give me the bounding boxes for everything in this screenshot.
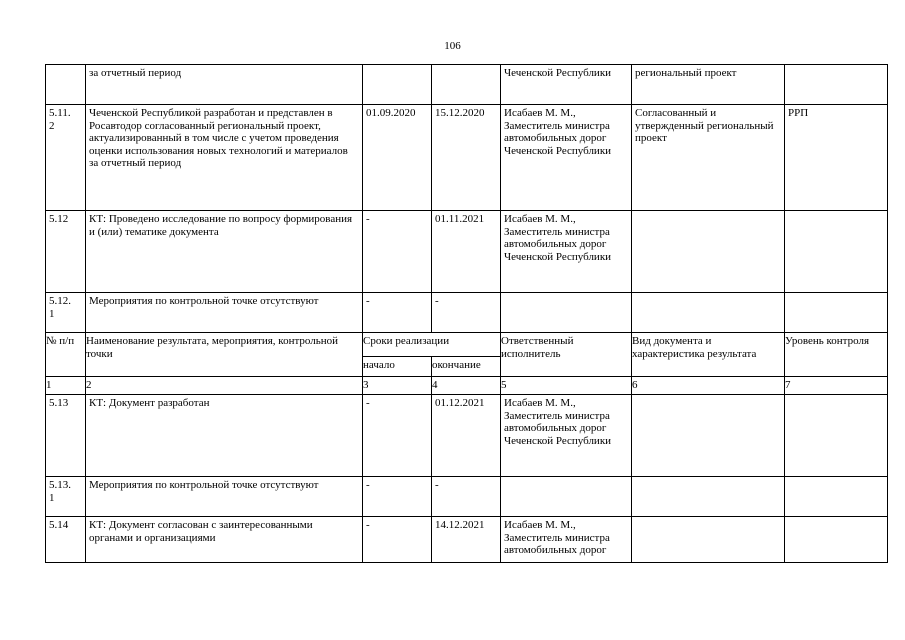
page-number: 106: [444, 40, 461, 52]
table-row: [46, 395, 888, 477]
column-number: 5: [501, 377, 632, 395]
control-points-table: [45, 64, 888, 563]
row-end: -: [432, 477, 501, 517]
row-start: -: [363, 517, 432, 563]
header-name: Наименование результата, мероприятия, контрольной точки: [86, 333, 363, 377]
row-start: -: [363, 293, 432, 333]
row-document: [632, 293, 785, 333]
column-number: 1: [46, 377, 86, 395]
row-name: КТ: Проведено исследование по вопросу формирования и (или) тематике документа: [86, 211, 363, 293]
row-num: 5.13. 1: [46, 477, 86, 517]
row-start: -: [363, 477, 432, 517]
row-document: [632, 517, 785, 563]
row-level: [785, 293, 888, 333]
row-start: -: [363, 211, 432, 293]
header-terms: Сроки реализации: [363, 333, 501, 357]
row-end: 15.12.2020: [432, 105, 501, 211]
column-number: 2: [86, 377, 363, 395]
row-responsible: Исабаев М. М., Заместитель министра автомобильных дорог: [501, 517, 632, 563]
row-num: 5.12. 1: [46, 293, 86, 333]
row-end: 01.11.2021: [432, 211, 501, 293]
row-responsible: Чеченской Республики: [501, 65, 632, 105]
row-num: 5.13: [46, 395, 86, 477]
row-start: 01.09.2020: [363, 105, 432, 211]
column-number: 6: [632, 377, 785, 395]
row-end: 14.12.2021: [432, 517, 501, 563]
row-name: КТ: Документ разработан: [86, 395, 363, 477]
row-end: -: [432, 293, 501, 333]
row-responsible: Исабаев М. М., Заместитель министра автомобильных дорог Чеченской Республики: [501, 211, 632, 293]
row-name: Чеченской Республикой разработан и представлен в Росавтодор согласованный региональный проект, актуализированный в том числе с учетом проведения оценки использования новых технологий и материалов за отчетный период: [86, 105, 363, 211]
header-document: Вид документа и характеристика результата: [632, 333, 785, 377]
row-level: [785, 211, 888, 293]
row-start: [363, 65, 432, 105]
row-document: [632, 211, 785, 293]
column-number: 4: [432, 377, 501, 395]
row-responsible: Исабаев М. М., Заместитель министра автомобильных дорог Чеченской Республики: [501, 395, 632, 477]
row-num: [46, 65, 86, 105]
row-num: 5.12: [46, 211, 86, 293]
table-row: [46, 105, 888, 211]
row-start: -: [363, 395, 432, 477]
row-name: КТ: Документ согласован с заинтересованными органами и организациями: [86, 517, 363, 563]
row-level: [785, 517, 888, 563]
table-row: [46, 211, 888, 293]
row-name: Мероприятия по контрольной точке отсутствуют: [86, 293, 363, 333]
header-end: окончание: [432, 357, 501, 377]
table-row: [46, 517, 888, 563]
header-start: начало: [363, 357, 432, 377]
row-document: [632, 477, 785, 517]
header-responsible: Ответственный исполнитель: [501, 333, 632, 377]
row-end: 01.12.2021: [432, 395, 501, 477]
row-end: [432, 65, 501, 105]
row-name: за отчетный период: [86, 65, 363, 105]
header-level: Уровень контроля: [785, 333, 888, 377]
column-number: 7: [785, 377, 888, 395]
table-row: [46, 293, 888, 333]
header-num: № п/п: [46, 333, 86, 377]
row-num: 5.11. 2: [46, 105, 86, 211]
column-number: 3: [363, 377, 432, 395]
row-document: Согласованный и утвержденный региональный проект: [632, 105, 785, 211]
row-level: [785, 395, 888, 477]
row-num: 5.14: [46, 517, 86, 563]
row-responsible: Исабаев М. М., Заместитель министра автомобильных дорог Чеченской Республики: [501, 105, 632, 211]
row-name: Мероприятия по контрольной точке отсутствуют: [86, 477, 363, 517]
row-level: [785, 477, 888, 517]
row-level: РРП: [785, 105, 888, 211]
row-responsible: [501, 293, 632, 333]
row-document: региональный проект: [632, 65, 785, 105]
table-row: [46, 65, 888, 105]
row-level: [785, 65, 888, 105]
row-responsible: [501, 477, 632, 517]
row-document: [632, 395, 785, 477]
table-row: [46, 477, 888, 517]
